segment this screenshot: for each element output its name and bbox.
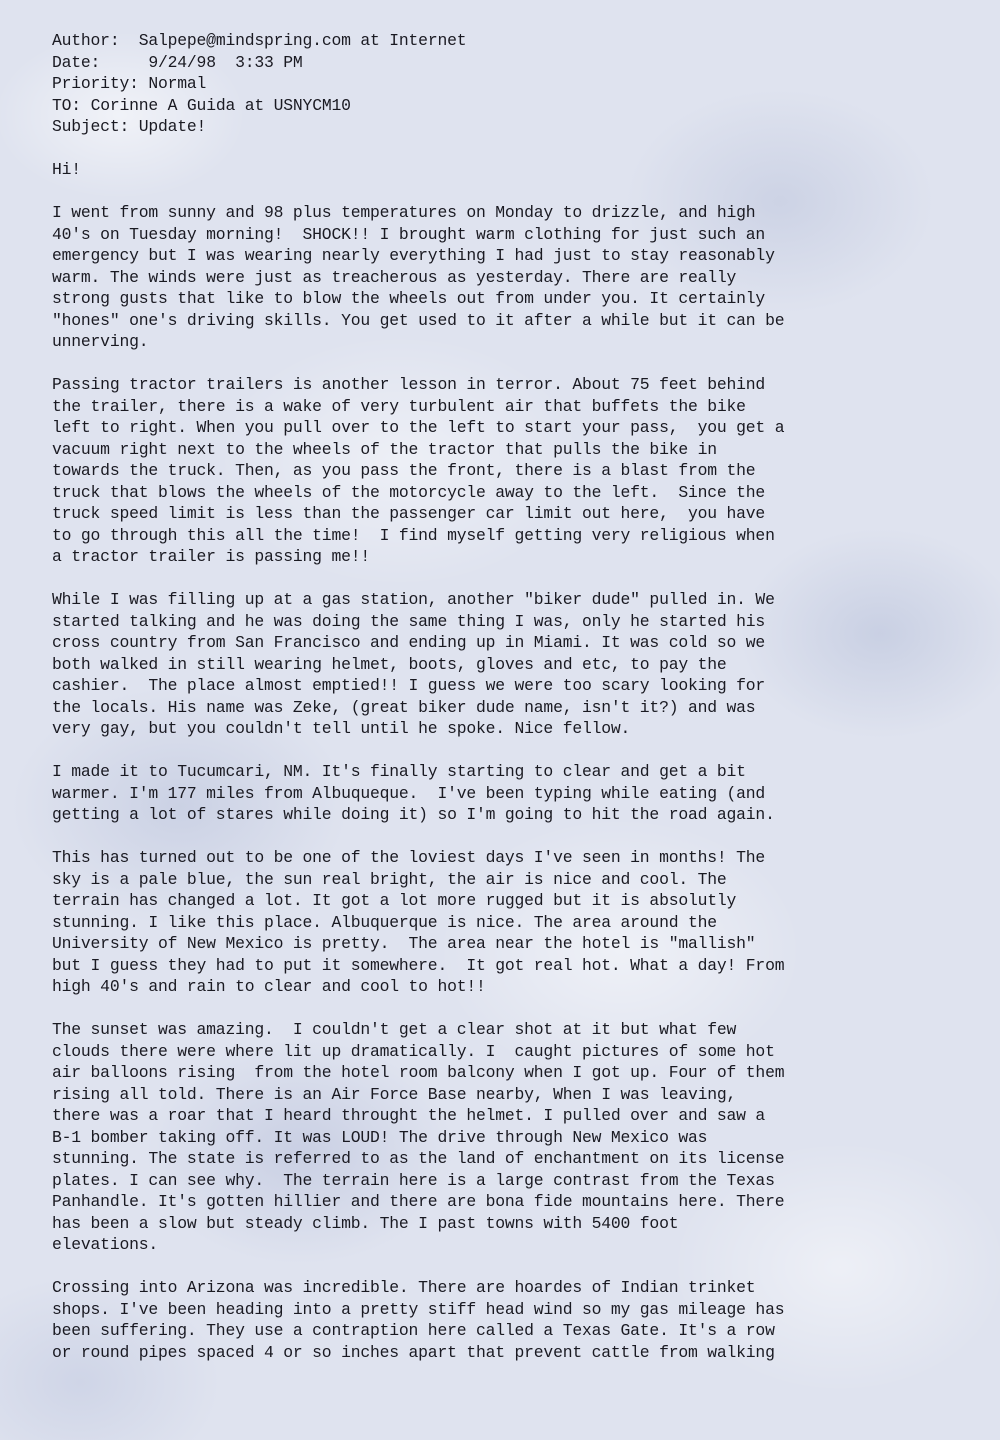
body-line: B-1 bomber taking off. It was LOUD! The drive through New Mexico was: [52, 1127, 708, 1147]
body-line: I went from sunny and 98 plus temperatures on Monday to drizzle, and high: [52, 203, 756, 222]
body-line: the trailer, there is a wake of very turbulent air that buffets the bike: [52, 396, 746, 416]
body-paragraph: [52, 761, 952, 826]
body-line: Panhandle. It's gotten hillier and there are bona fide mountains here. There: [52, 1192, 785, 1211]
to-label: TO:: [52, 95, 81, 115]
body-paragraph: [52, 589, 952, 740]
body-line: there was a roar that I heard throught the helmet. I pulled over and saw a: [52, 1106, 766, 1125]
body-line: sky is a pale blue, the sun real bright, the air is nice and cool. The: [52, 869, 727, 889]
body-line: been suffering. They use a contraption here called a Texas Gate. It's a row: [52, 1321, 775, 1340]
body-line: towards the truck. Then, as you pass the front, there is a blast from the: [52, 461, 756, 480]
body-line: stunning. The state is referred to as the land of enchantment on its license: [52, 1149, 785, 1168]
body-line: very gay, but you couldn't tell until he spoke. Nice fellow.: [52, 719, 631, 738]
body-line: to go through this all the time! I find myself getting very religious when: [52, 525, 775, 545]
subject-line: [52, 116, 952, 138]
email-header: [52, 30, 952, 138]
body-line: the locals. His name was Zeke, (great biker dude name, isn't it?) and was: [52, 697, 756, 717]
body-line: plates. I can see why. The terrain here is a large contrast from the Texas: [52, 1170, 775, 1190]
body-line: shops. I've been heading into a pretty stiff head wind so my gas mileage has: [52, 1299, 785, 1319]
body-line: "hones" one's driving skills. You get used to it after a while but it can be: [52, 310, 785, 330]
greeting: Hi!: [52, 160, 81, 179]
body-line: rising all told. There is an Air Force Base nearby, When I was leaving,: [52, 1084, 737, 1104]
body-paragraph: [52, 1019, 952, 1256]
body-line: but I guess they had to put it somewhere. It got real hot. What a day! From: [52, 955, 785, 975]
body-line: emergency but I was wearing nearly everything I had just to stay reasonably: [52, 246, 775, 265]
author-value: Salpepe@mindspring.com at Internet: [138, 31, 467, 50]
body-line: air balloons rising from the hotel room balcony when I got up. Four of them: [52, 1063, 785, 1082]
author-label: Author:: [52, 31, 120, 50]
body-line: truck speed limit is less than the passenger car limit out here, you have: [52, 504, 766, 523]
body-line: I made it to Tucumcari, NM. It's finally starting to clear and get a bit: [52, 762, 746, 781]
date-value: 9/24/98 3:33 PM: [148, 52, 303, 72]
body-line: vacuum right next to the wheels of the tractor that pulls the bike in: [52, 439, 717, 459]
priority-line: [52, 73, 952, 95]
body-line: high 40's and rain to clear and cool to hot!!: [52, 977, 486, 996]
body-line: a tractor trailer is passing me!!: [52, 547, 370, 566]
to-line: [52, 95, 952, 117]
subject-value: Update!: [138, 117, 207, 136]
date-line: [52, 52, 952, 74]
email-body: [52, 202, 952, 1363]
body-line: strong gusts that like to blow the wheels out from under you. It certainly: [52, 289, 766, 308]
author-line: [52, 30, 952, 52]
body-line: clouds there were where lit up dramatically. I caught pictures of some hot: [52, 1041, 775, 1061]
to-value: Corinne A Guida at USNYCM10: [90, 95, 351, 115]
email-printout: [52, 30, 952, 1385]
body-line: warmer. I'm 177 miles from Albuqueque. I've been typing while eating (and: [52, 783, 766, 803]
body-line: both walked in still wearing helmet, boots, gloves and etc, to pay the: [52, 654, 727, 674]
subject-label: Subject:: [52, 117, 130, 136]
priority-label: Priority:: [52, 74, 139, 93]
body-line: left to right. When you pull over to the left to start your pass, you get a: [52, 418, 785, 437]
body-line: Passing tractor trailers is another lesson in terror. About 75 feet behind: [52, 375, 766, 394]
body-line: or round pipes spaced 4 or so inches apart that prevent cattle from walking: [52, 1342, 775, 1362]
body-line: Crossing into Arizona was incredible. There are hoardes of Indian trinket: [52, 1278, 756, 1297]
body-paragraph: [52, 374, 952, 568]
body-line: University of New Mexico is pretty. The area near the hotel is "mallish": [52, 934, 756, 953]
body-line: truck that blows the wheels of the motorcycle away to the left. Since the: [52, 482, 766, 502]
body-line: cashier. The place almost emptied!! I guess we were too scary looking for: [52, 676, 766, 695]
body-line: warm. The winds were just as treacherous as yesterday. There are really: [52, 267, 737, 287]
body-line: has been a slow but steady climb. The I past towns with 5400 foot: [52, 1213, 679, 1233]
body-paragraph: [52, 202, 952, 353]
body-line: This has turned out to be one of the loviest days I've seen in months! The: [52, 848, 766, 867]
body-line: stunning. I like this place. Albuquerque is nice. The area around the: [52, 912, 717, 932]
body-line: unnerving.: [52, 332, 149, 351]
body-line: While I was filling up at a gas station, another "biker dude" pulled in. We: [52, 590, 775, 609]
body-line: The sunset was amazing. I couldn't get a clear shot at it but what few: [52, 1020, 737, 1039]
body-paragraph: [52, 847, 952, 998]
body-line: elevations.: [52, 1235, 158, 1254]
body-line: started talking and he was doing the same thing I was, only he started his: [52, 611, 766, 631]
body-line: getting a lot of stares while doing it) so I'm going to hit the road again.: [52, 805, 775, 824]
body-line: cross country from San Francisco and ending up in Miami. It was cold so we: [52, 633, 766, 652]
body-line: 40's on Tuesday morning! SHOCK!! I brought warm clothing for just such an: [52, 224, 766, 244]
body-line: terrain has changed a lot. It got a lot more rugged but it is absolutly: [52, 891, 737, 910]
date-label: Date:: [52, 52, 101, 72]
body-paragraph: [52, 1277, 952, 1363]
priority-value: Normal: [148, 74, 207, 93]
